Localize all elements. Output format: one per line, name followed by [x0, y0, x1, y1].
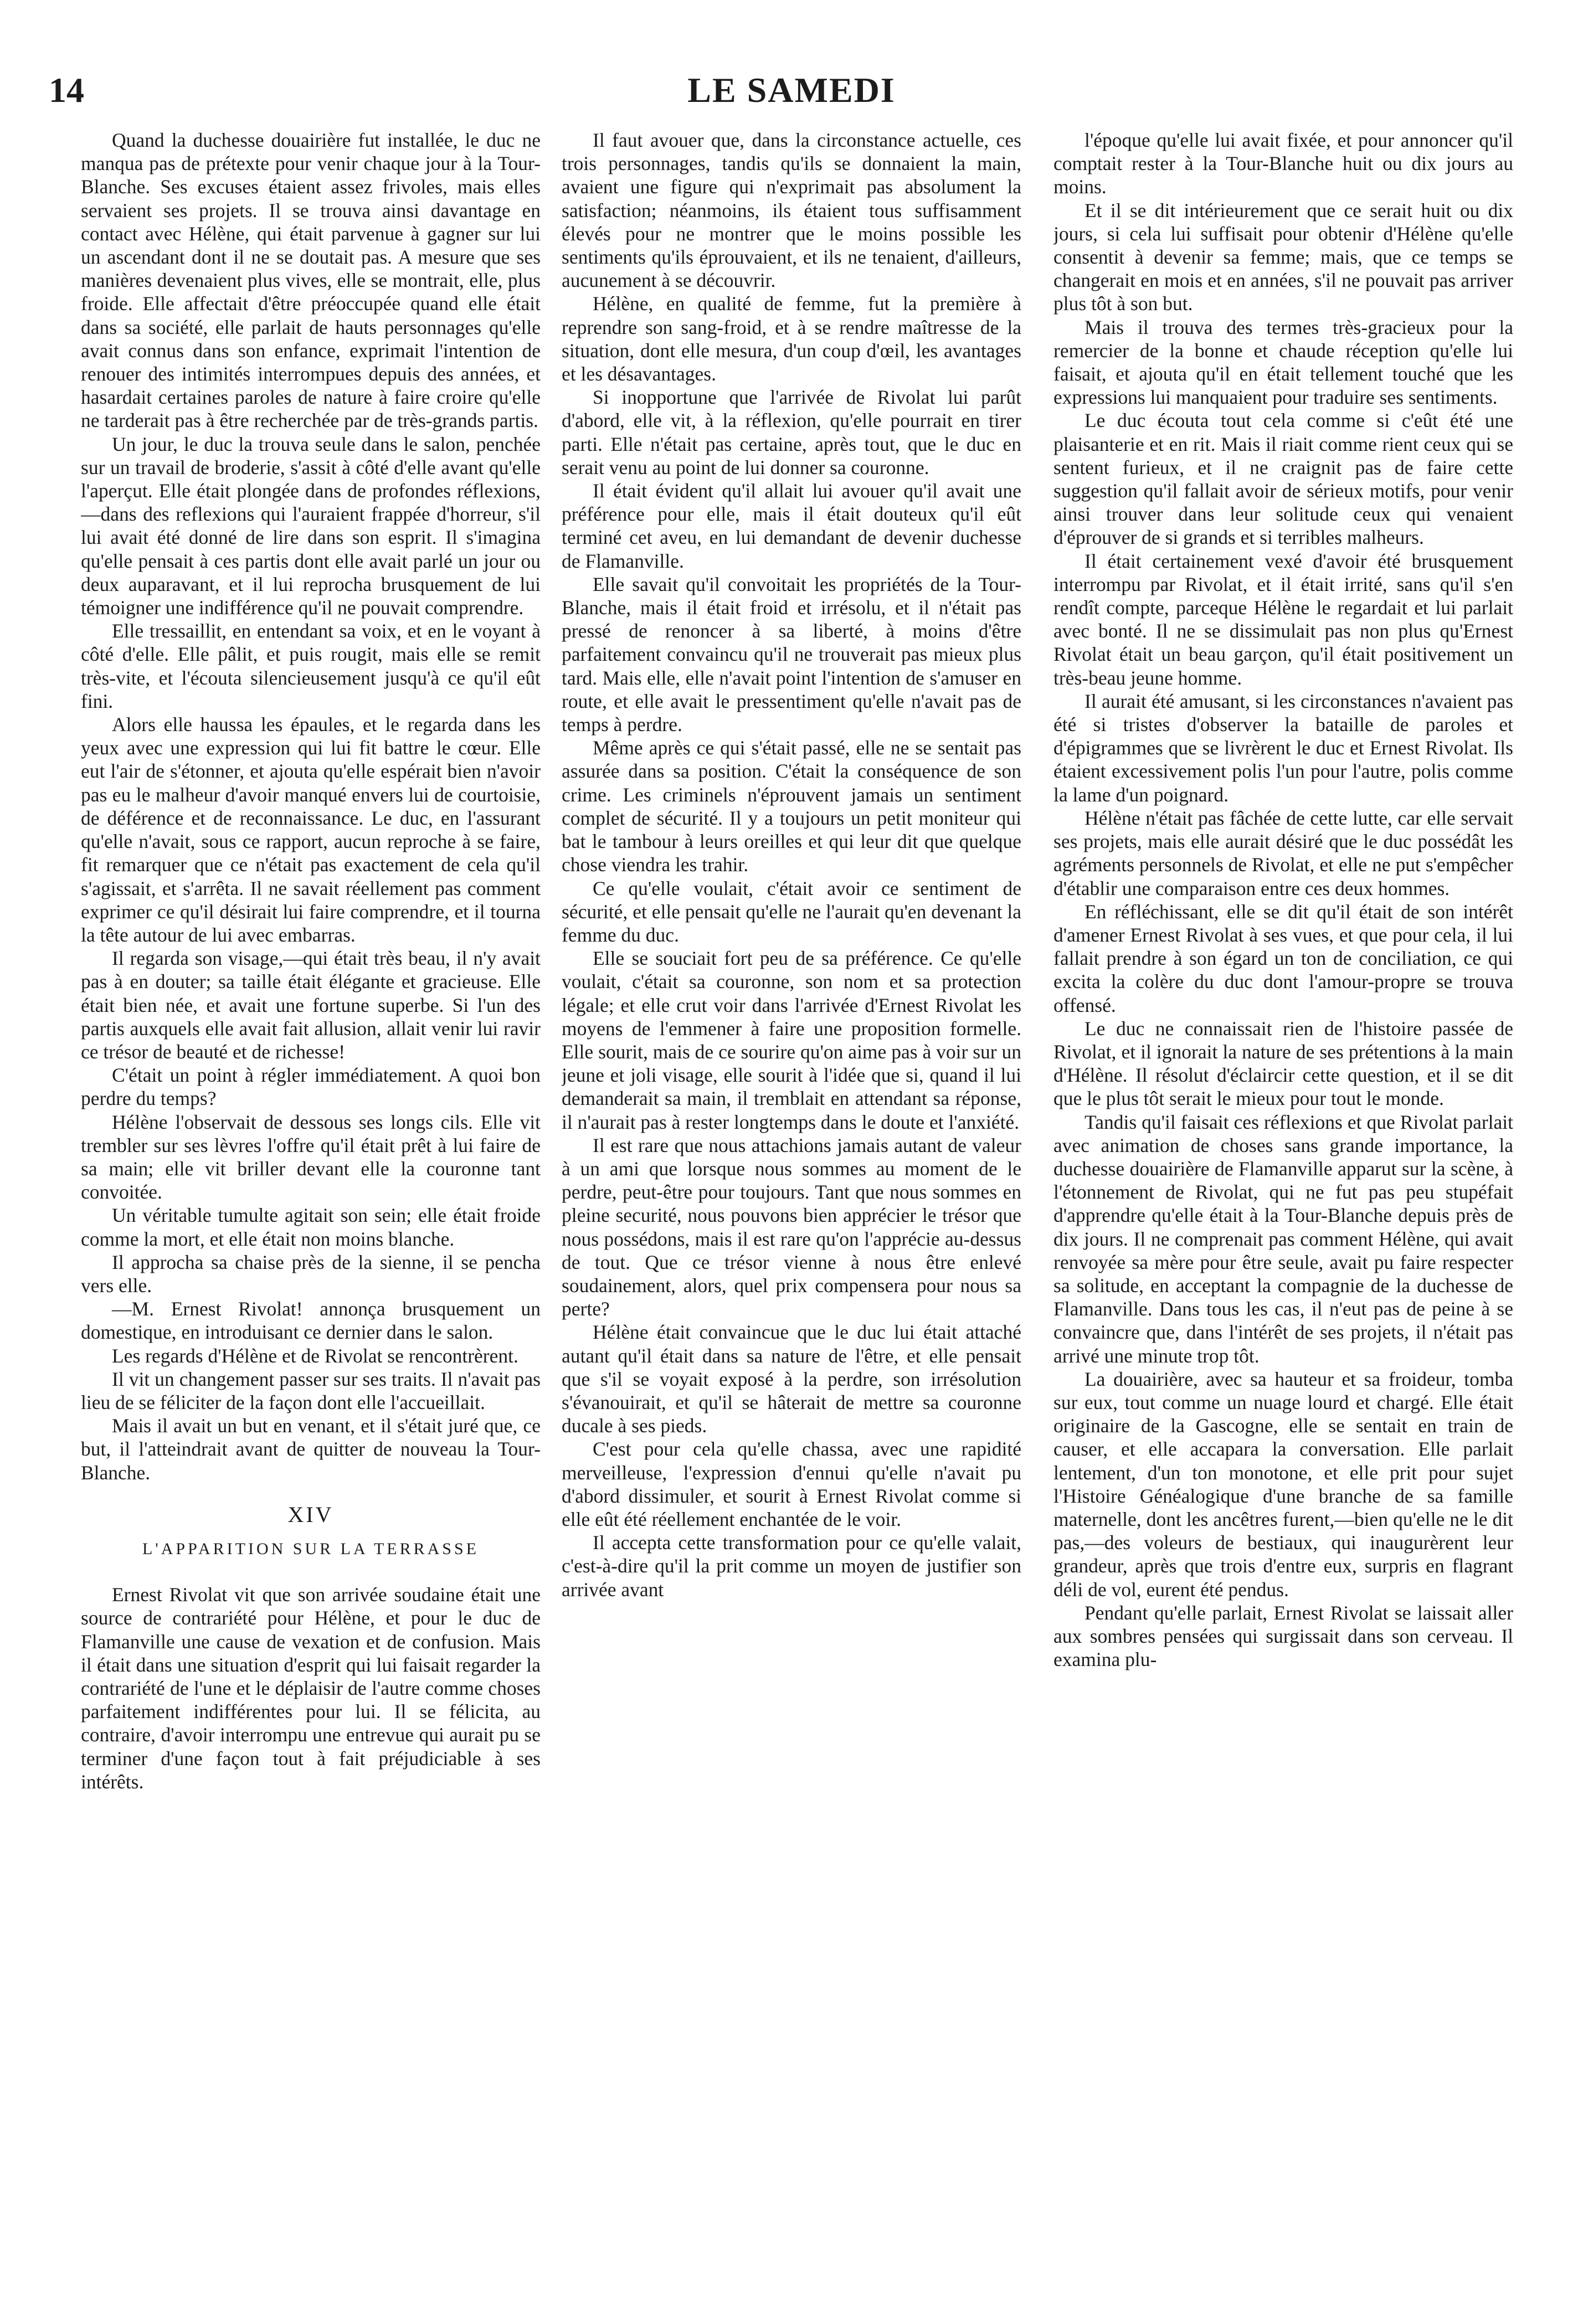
paragraph: Le duc ne connaissait rien de l'histoire passée de Rivolat, et il ignorait la nature de ses prétentions à la main d'Hélène. Il résolut d'éclaircir cette question, et il se dit que le plus tôt serait le mieux pour tout le monde.	[1053, 1017, 1513, 1110]
paragraph: C'était un point à régler immédiatement. A quoi bon perdre du temps?	[81, 1064, 541, 1110]
paragraph: Il était certainement vexé d'avoir été brusquement interrompu par Rivolat, et il était irrité, sans qu'il s'en rendît compte, parceque Hélène le regardait et lui parlait avec bonté. Il ne se dissimulait pas non plus qu'Ernest Rivolat était un beau garçon, qu'il était positivement un très-beau jeune homme.	[1053, 549, 1513, 689]
chapter-title: L'APPARITION SUR LA TERRASSE	[142, 1539, 479, 1558]
paragraph: l'époque qu'elle lui avait fixée, et pour annoncer qu'il comptait rester à la Tour-Blanche huit ou dix jours au moins.	[1053, 129, 1513, 198]
paragraph: Si inopportune que l'arrivée de Rivolat lui parût d'abord, elle vit, à la réflexion, qu'elle pourrait en tirer parti. Elle n'était pas certaine, après tout, que le duc en serait venu au point de lui donner sa couronne.	[562, 386, 1021, 479]
paragraph: Il était évident qu'il allait lui avouer qu'il avait une préférence pour elle, mais il était douteux qu'il eût terminé cet aveu, en lui demandant de devenir duchesse de Flamanville.	[562, 480, 1021, 572]
paragraph: Alors elle haussa les épaules, et le regarda dans les yeux avec une expression qui lui fit battre le cœur. Elle eut l'air de s'étonner, et ajouta qu'elle espérait bien n'avoir pas eu le malheur d'avoir manqué envers lui de courtoisie, de déférence et de reconnaissance. Le duc, en l'assurant qu'elle n'avait, sous ce rapport, aucun reproche à se faire, fit remarquer que ce n'était pas exactement de cela qu'il s'agissait, et s'arrêta. Il ne savait réellement pas comment exprimer ce qu'il désirait lui faire comprendre, et il tourna la tête autour de lui avec embarras.	[81, 713, 541, 946]
paragraph: Hélène était convaincue que le duc lui était attaché autant qu'il était dans sa nature de l'être, et elle pensait que s'il se voyait exposé à la perdre, son irrésolution s'évanouirait, et qu'il se hâterait de mettre sa couronne ducale à ses pieds.	[562, 1321, 1021, 1437]
paragraph: Mais il avait un but en venant, et il s'était juré que, ce but, il l'atteindrait avant de quitter de nouveau la Tour-Blanche.	[81, 1415, 541, 1484]
paragraph: Les regards d'Hélène et de Rivolat se rencontrèrent.	[112, 1344, 518, 1367]
paragraph: Ce qu'elle voulait, c'était avoir ce sentiment de sécurité, et elle pensait qu'elle ne l'aurait qu'en devenant la femme du duc.	[562, 877, 1021, 946]
paragraph: Mais il trouva des termes très-gracieux pour la remercier de la bonne et chaude réception qu'elle lui faisait, et ajouta qu'il en était tellement touché que les expressions lui manquaient pour traduire ses sentiments.	[1053, 316, 1513, 409]
paragraph: Hélène, en qualité de femme, fut la première à reprendre son sang-froid, et à se rendre maîtresse de la situation, dont elle mesura, d'un coup d'œil, les avantages et les désavantages.	[562, 292, 1021, 385]
paragraph: Quand la duchesse douairière fut installée, le duc ne manqua pas de prétexte pour venir chaque jour à la Tour-Blanche. Ses excuses étaient assez frivoles, mais elles servaient ses projets. Il se trouva ainsi davantage en contact avec Hélène, qui était parvenue à gagner sur lui un ascendant dont il ne se doutait pas. A mesure que ses manières devenaient plus vives, elle se montrait, elle, plus froide. Elle affectait d'être préoccupée quand elle était dans sa société, elle parlait de hauts personnages qu'elle avait connus dans son enfance, exprimait l'intention de renouer des intimités interrompues depuis des années, et hasardait certaines paroles de nature à faire croire qu'elle ne tarderait pas à être recherchée par de très-grands partis.	[81, 129, 541, 432]
paragraph: Pendant qu'elle parlait, Ernest Rivolat se laissait aller aux sombres pensées qui surgissait dans son cerveau. Il examina plu-	[1053, 1601, 1513, 1671]
paragraph: En réfléchissant, elle se dit qu'il était de son intérêt d'amener Ernest Rivolat à ses vues, et que pour cela, il lui fallait prendre à son égard un ton de conciliation, ce qui excita la colère du duc dont l'amour-propre se trouva offensé.	[1053, 900, 1513, 1016]
paragraph: Et il se dit intérieurement que ce serait huit ou dix jours, si cela lui suffisait pour obtenir d'Hélène qu'elle consentit à devenir sa femme; mais, que ce temps se changerait en mois et en années, s'il ne pouvait pas arriver plus tôt à son but.	[1053, 199, 1513, 315]
chapter-number: XIV	[287, 1502, 334, 1527]
paragraph: Un véritable tumulte agitait son sein; elle était froide comme la mort, et elle était non moins blanche.	[81, 1204, 541, 1250]
paragraph: Tandis qu'il faisait ces réflexions et que Rivolat parlait avec animation de choses sans grande importance, la duchesse douairière de Flamanville apparut sur la scène, à l'étonnement de Rivolat, qui ne fut pas peu stupéfait d'apprendre qu'elle était à la Tour-Blanche depuis près de dix jours. Il ne comprenait pas comment Hélène, qui avait renvoyée sa mère pour être seule, avait pu faire respecter sa solitude, en acceptant la compagnie de la duchesse de Flamanville. Dans tous les cas, il n'eut pas de peine à se convaincre que, dans l'intérêt de ses projets, il n'était pas arrivé une minute trop tôt.	[1053, 1110, 1513, 1367]
paragraph: Un jour, le duc la trouva seule dans le salon, penchée sur un travail de broderie, s'assit à côté d'elle avant qu'elle l'aperçut. Elle était plongée dans de profondes réflexions,—dans des reflexions qui l'auraient frappée d'horreur, s'il lui avait été donné de lire dans son esprit. Il s'imagina qu'elle pensait à ces partis dont elle avait parlé un jour ou deux auparavant, et il lui reprocha brusquement de lui témoigner une indifférence qu'il ne pouvait comprendre.	[81, 433, 541, 619]
paragraph: Même après ce qui s'était passé, elle ne se sentait pas assurée dans sa position. C'était la conséquence de son crime. Les criminels n'éprouvent jamais un sentiment complet de sécurité. Il y a toujours un petit moniteur qui bat le tambour à leurs oreilles et qui leur dit que quelque chose viendra les trahir.	[562, 737, 1021, 876]
paragraph: Il approcha sa chaise près de la sienne, il se pencha vers elle.	[81, 1251, 541, 1297]
column-1	[81, 128, 541, 2311]
paragraph: —M. Ernest Rivolat! annonça brusquement un domestique, en introduisant ce dernier dans le salon.	[81, 1298, 541, 1344]
paragraph: Le duc écouta tout cela comme si c'eût été une plaisanterie et en rit. Mais il riait comme rient ceux qui se sentent furieux, et il ne craignit pas de faire cette suggestion qu'il fallait avoir de sérieux motifs, pour venir ainsi trouver dans leur solitude ceux qui venaient d'éprouver de si grands et si terribles malheurs.	[1053, 409, 1513, 549]
paragraph: Hélène l'observait de dessous ses longs cils. Elle vit trembler sur ses lèvres l'offre qu'il était prêt à lui faire de sa main; elle vit briller devant elle la couronne tant convoitée.	[81, 1110, 541, 1204]
paragraph: Il faut avouer que, dans la circonstance actuelle, ces trois personnages, tandis qu'ils se donnaient la main, avaient une figure qui n'exprimait pas absolument la satisfaction; néanmoins, ils étaient tous suffisamment élevés pour ne montrer que le moins possible les sentiments qu'ils éprouvaient, et ils ne tenaient, d'ailleurs, aucunement à se découvrir.	[562, 129, 1021, 292]
paragraph: Hélène n'était pas fâchée de cette lutte, car elle servait ses projets, mais elle aurait désiré que le duc possédât les agréments personnels de Rivolat, et elle ne put s'empêcher d'établir une comparaison entre ces deux hommes.	[1053, 806, 1513, 899]
paragraph: Il aurait été amusant, si les circonstances n'avaient pas été si tristes d'observer la bataille de paroles et d'épigrammes que se livrèrent le duc et Ernest Rivolat. Ils étaient excessivement polis l'un pour l'autre, polis comme la lame d'un poignard.	[1053, 690, 1513, 806]
paragraph: La douairière, avec sa hauteur et sa froideur, tomba sur eux, tout comme un nuage lourd et chargé. Elle était originaire de la Gascogne, elle se sentait en train de causer, et elle accapara la conversation. Elle parlait lentement, d'un ton monotone, et elle prit pour sujet l'Histoire Généalogique d'une branche de sa famille maternelle, dont les ancêtres furent,—bien qu'elle ne le dit pas,—des voleurs de bestiaux, qui inaugurèrent leur grandeur, après que trois d'entre eux, surpris en flagrant déli de vol, eurent été pendus.	[1053, 1367, 1513, 1601]
page-header	[0, 62, 1583, 123]
newspaper-title: LE SAMEDI	[687, 70, 896, 110]
paragraph: Il regarda son visage,—qui était très beau, il n'y avait pas à en douter; sa taille était élégante et gracieuse. Elle était bien née, et avait une fortune superbe. Si l'un des partis auxquels elle avait fait allusion, allait venir lui ravir ce trésor de beauté et de richesse!	[81, 947, 541, 1063]
paragraph: Ernest Rivolat vit que son arrivée soudaine était une source de contrariété pour Hélène, et pour le duc de Flamanville une cause de vexation et de confusion. Mais il était dans une situation d'esprit qui lui faisait regarder la contrariété de l'une et le déplaisir de l'autre comme choses parfaitement indifférentes pour lui. Il se félicita, au contraire, d'avoir interrompu une entrevue qui aurait pu se terminer d'une façon tout à fait préjudiciable à ses intérêts.	[81, 1583, 541, 1793]
paragraph: Elle savait qu'il convoitait les propriétés de la Tour-Blanche, mais il était froid et irrésolu, et il n'était pas pressé de renoncer à sa liberté, à moins d'être parfaitement convaincu qu'il ne trouverait pas mieux plus tard. Mais elle, elle n'avait point l'intention de s'amuser en route, et elle avait le pressentiment qu'elle n'avait pas de temps à perdre.	[562, 573, 1021, 736]
page-number: 14	[49, 70, 84, 110]
paragraph: Elle tressaillit, en entendant sa voix, et en le voyant à côté d'elle. Elle pâlit, et puis rougit, mais elle se remit très-vite, et l'écouta silencieusement jusqu'à ce qu'il eût fini.	[81, 620, 541, 712]
column-2	[562, 128, 1021, 2311]
paragraph: C'est pour cela qu'elle chassa, avec une rapidité merveilleuse, l'expression d'ennui qu'elle n'avait pu d'abord dissimuler, et sourit à Ernest Rivolat comme si elle eût été réellement enchantée de le voir.	[562, 1438, 1021, 1530]
paragraph: Il vit un changement passer sur ses traits. Il n'avait pas lieu de se féliciter de la façon dont elle l'accueillait.	[81, 1367, 541, 1413]
paragraph: Il est rare que nous attachions jamais autant de valeur à un ami que lorsque nous sommes au moment de le perdre, peut-être pour toujours. Tant que nous sommes en pleine securité, nous pouvons bien apprécier le trésor que nous possédons, mais il est rare qu'on l'apprécie au-dessus de tout. Que ce trésor vienne à nous être enlevé soudainement, alors, quel prix compensera pour nous sa perte?	[562, 1134, 1021, 1320]
paragraph: Elle se souciait fort peu de sa préférence. Ce qu'elle voulait, c'était sa couronne, son nom et sa protection légale; et elle crut voir dans l'arrivée d'Ernest Rivolat les moyens de l'emmener à faire une proposition formelle. Elle sourit, mais de ce sourire qu'on aime pas à voir sur un jeune et joli visage, elle sourit à l'idée que si, quand il lui demanderait sa main, il tremblait en attendant sa réponse, il n'aurait pas à rester longtemps dans le doute et l'anxiété.	[562, 947, 1021, 1133]
column-3	[1053, 128, 1513, 2311]
paragraph: Il accepta cette transformation pour ce qu'elle valait, c'est-à-dire qu'il la prit comme un moyen de justifier son arrivée avant	[562, 1531, 1021, 1601]
